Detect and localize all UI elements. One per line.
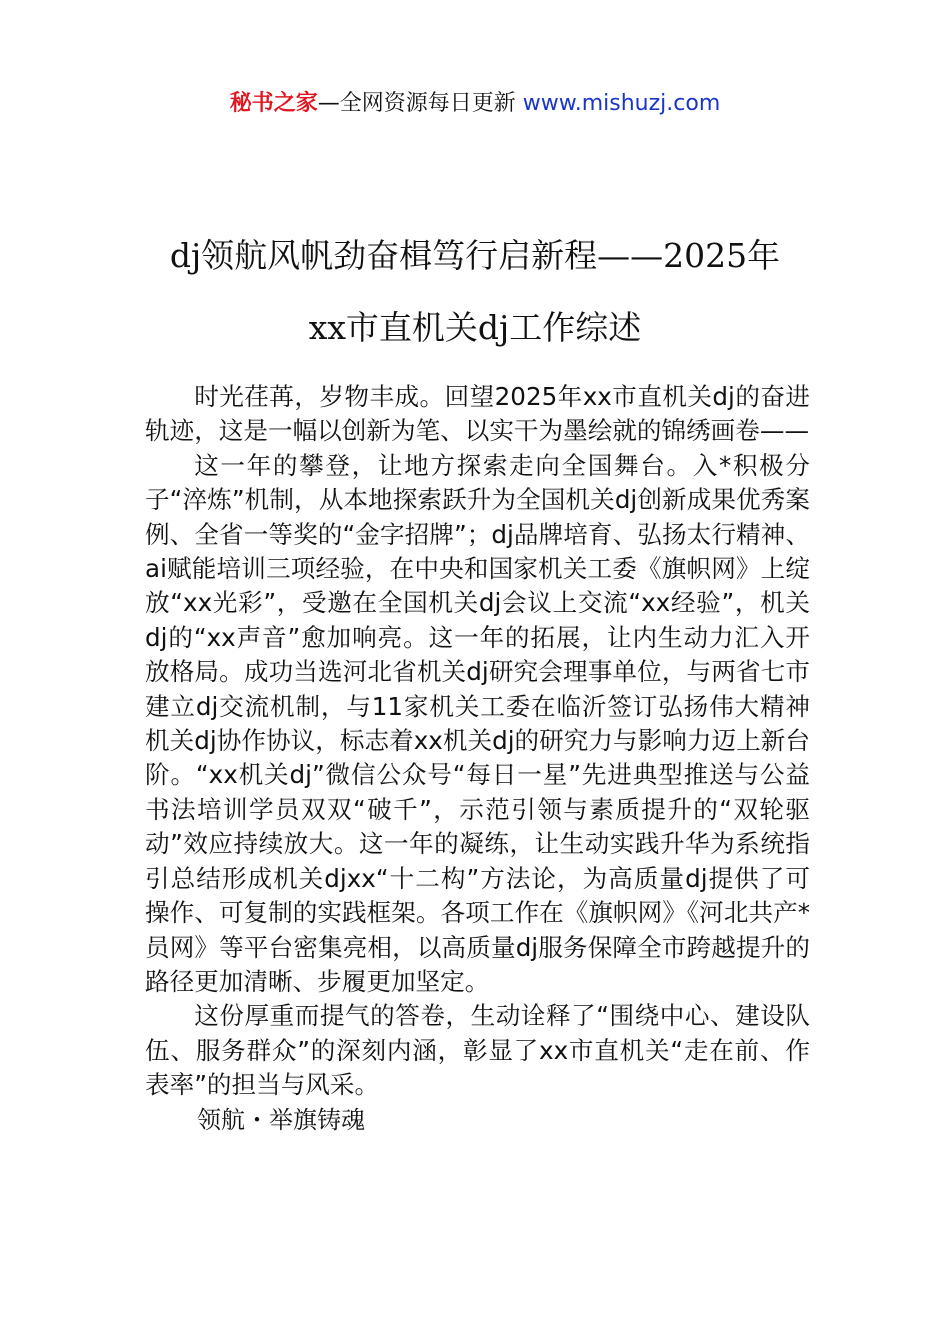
body-paragraph: 时光荏苒，岁物丰成。回望2025年xx市直机关dj的奋进轨迹，这是一幅以创新为笔、以实干为墨绘就的锦绣画卷——: [145, 382, 810, 446]
site-tagline: —全网资源每日更新: [317, 91, 516, 116]
site-url-link[interactable]: www.mishuzj.com: [522, 91, 721, 116]
section-heading: 领航・举旗铸魂: [197, 1105, 365, 1134]
document-title: [0, 220, 950, 364]
site-header: [0, 86, 950, 122]
body-paragraph: 这一年的攀登，让地方探索走向全国舞台。入*积极分子“淬炼”机制，从本地探索跃升为全国机关dj创新成果优秀案例、全省一等奖的“金字招牌”；dj品牌培育、弘扬太行精神、ai赋能培训三项经验，在中央和国家机关工委《旗帜网》上绽放“xx光彩”，受邀在全国机关dj会议上交流“xx经验”，机关dj的“xx声音”愈加响亮。这一年的拓展，让内生动力汇入开放格局。成功当选河北省机关dj研究会理事单位，与两省七市建立dj交流机制，与11家机关工委在临沂签订弘扬伟大精神机关dj协作协议，标志着xx机关dj的研究力与影响力迈上新台阶。“xx机关dj”微信公众号“每日一星”先进典型推送与公益书法培训学员双双“破千”，示范引领与素质提升的“双轮驱动”效应持续放大。这一年的凝练，让生动实践升华为系统指引总结形成机关djxx“十二构”方法论，为高质量dj提供了可操作、可复制的实践框架。各项工作在《旗帜网》《河北共产*员网》等平台密集亮相，以高质量dj服务保障全市跨越提升的路径更加清晰、步履更加坚定。: [145, 450, 810, 996]
title-line-1: dj领航风帆劲奋楫笃行启新程——2025年: [169, 236, 781, 275]
document-body: [145, 380, 810, 1137]
title-line-2: xx市直机关dj工作综述: [308, 308, 642, 347]
site-brand: 秘书之家: [229, 91, 318, 116]
body-paragraph: 这份厚重而提气的答卷，生动诠释了“围绕中心、建设队伍、服务群众”的深刻内涵，彰显了xx市直机关“走在前、作表率”的担当与风采。: [145, 1001, 810, 1100]
